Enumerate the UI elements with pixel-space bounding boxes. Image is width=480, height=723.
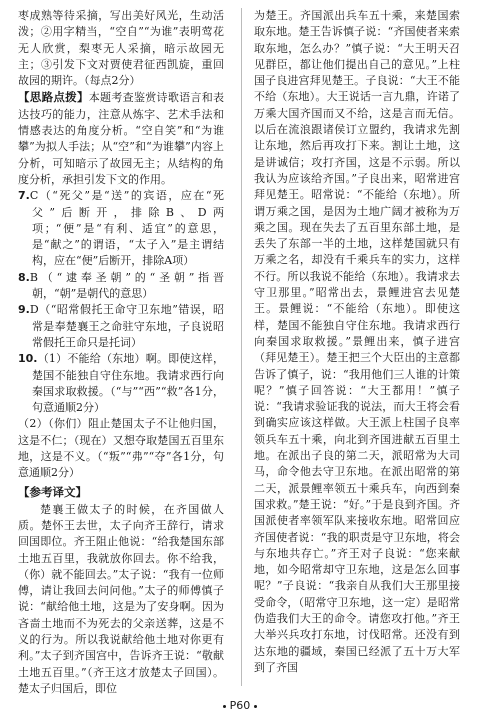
answer-10-number: 10. — [18, 352, 38, 366]
answer-7-text: C（“死父”是“送”的宾语，应在“死父”后断开，排除B、D两项；“便”是“有利、适宜”的意思，是“献之”的谓语，“太子入”是主谓结构，应在“便”后断开，排除A项） — [29, 189, 224, 268]
folio-dot-right — [254, 705, 257, 708]
answer-9 — [18, 302, 224, 351]
translation-heading: 【参考译文】 — [18, 484, 87, 499]
answer-6-continuation: 枣成熟等待采摘，写出美好风光，生动活泼；②用字精当，“空自”“为谁”表明莺花无人欣赏，梨枣无人采摘，暗示故园无主；③引发下文对贾使君征西凯旋，重回故园的期许。（每点2分） — [18, 9, 224, 88]
answer-10-part2: （2）（你们）阻止楚国太子不让他归国，这是不仁；（现在）又想夺取楚国五百里东地，这是不义。（“叛”“弗”“夺”各1分，句意通顺2分） — [18, 417, 224, 480]
page-number-text: P60 — [229, 699, 251, 712]
answer-7-number: 7. — [18, 189, 30, 203]
translation-continuation: 为楚王。齐国派出兵车五十乘，来楚国索取东地。楚王告诉慎子说：“齐国使者来索取东地，怎么办？”慎子说：“大王明天召见群臣，都让他们提出自己的意见。”上柱国子良进宫拜见楚王。子良说：“大王不能不给（东地）。大王说话一言九鼎，许诺了万乘大国齐国而又不给，这是言而无信。以后在流浪跟诸侯订立盟约，我请求先割让东地，然后再攻打下来。割让土地，这是讲诚信；攻打齐国，这是不示弱。所以我认为应该给齐国。”子良出来，昭常进宫拜见楚王。昭常说：“不能给（东地）。所谓万乘之国，是因为土地广阔才被称为万乘之国。现在失去了五百里东部土地，是丢失了东部一半的土地，这样楚国就只有万乘之名，却没有千乘兵车的实力，这样不行。所以我说不能给（东地）。我请求去守卫那里。”昭常出去，景鲤进宫去见楚王。景鲤说：“不能给（东地）。即使这样，楚国不能独自守住东地。我请求西行向秦国求取救援。”景鲤出来，慎子进宫（拜见楚王）。楚王把三个大臣出的主意都告诉了慎子，说：“我用他们三人谁的计策呢？”慎子回答说：“大王都用！”慎子说：“我请求验证我的说法，而大王将会看到确实应该这样做。大王派上柱国子良率领兵车五十乘，向北到齐国进献五百里土地。在派出子良的第二天，派昭常为大司马，命令他去守卫东地。在派出昭常的第二天，派景鲤率领五十乘兵车，向西到秦国求救。”楚王说：“好。”于是良到齐国。齐国派使者率领军队来接收东地。昭常回应齐国使者说：“我的职责是守卫东地，将会与东地共存亡。”齐王对子良说：“您来献地，如今昭常却守卫东地，这是怎么回事呢？”子良说：“我亲自从我们大王那里接受命令，（昭常守卫东地，这一定）是昭常伪造我们大王的命令。请您攻打他。”齐王大举兴兵攻打东地，讨伐昭常。还没有到达东地的疆域，秦国已经派了五十万大军到了齐国 — [254, 9, 460, 674]
tip-paragraph — [18, 89, 224, 188]
answer-8-text: B（“逮奉圣朝”的“圣朝”指晋朝，“朝”是朝代的意思） — [29, 270, 224, 301]
answer-9-text: D（“昭常假托王命守卫东地”错误，昭常是奉楚襄王之命驻守东地，子良说昭常假托王命只是托词） — [29, 303, 224, 349]
answer-10-text-1: （1）不能给（东地）啊。即使这样，楚国不能独自守住东地。我请求西行向秦国求取救援。（“与”“西”“救”各1分，句意通顺2分） — [32, 352, 224, 415]
answer-7 — [18, 188, 224, 269]
column-divider — [241, 8, 242, 686]
tip-text: 本题考查鉴赏诗歌语言和表达技巧的能力，注意从炼字、艺术手法和情感表达的角度分析。“空自笑”和“为谁攀”为拟人手法；从“空”和“为谁攀”内容上分析，可知暗示了故园无主；从结构的角度分析，承担引发下文的作用。 — [18, 91, 225, 186]
answer-8 — [18, 270, 224, 303]
answer-9-number: 9. — [18, 303, 30, 317]
answer-10-part1 — [18, 351, 224, 416]
translation-text: 楚襄王做太子的时候，在齐国做人质。楚怀王去世，太子向齐王辞行，请求回国即位。齐王阻止他说：“给我楚国东部土地五百里，我就放你回去。你不给我，（你）就不能回去。”太子说：“我有一位师傅，请让我回去问问他。”太子的师傅慎子说：“献给他土地，这是为了安身啊。因为吝啬土地而不为死去的父亲送葬，这是不义的行为。所以我说献给他土地对你更有利。”太子到齐国宫中，告诉齐王说：“敬献土地五百里。”（齐王这才放楚太子回国）。楚太子归国后，即位 — [18, 502, 224, 695]
answer-8-number: 8. — [18, 270, 30, 284]
right-column — [254, 8, 460, 676]
left-column — [18, 8, 224, 697]
page-number — [0, 699, 480, 712]
tip-heading: 【思路点拨】 — [18, 90, 89, 105]
folio-dot-left — [223, 705, 226, 708]
